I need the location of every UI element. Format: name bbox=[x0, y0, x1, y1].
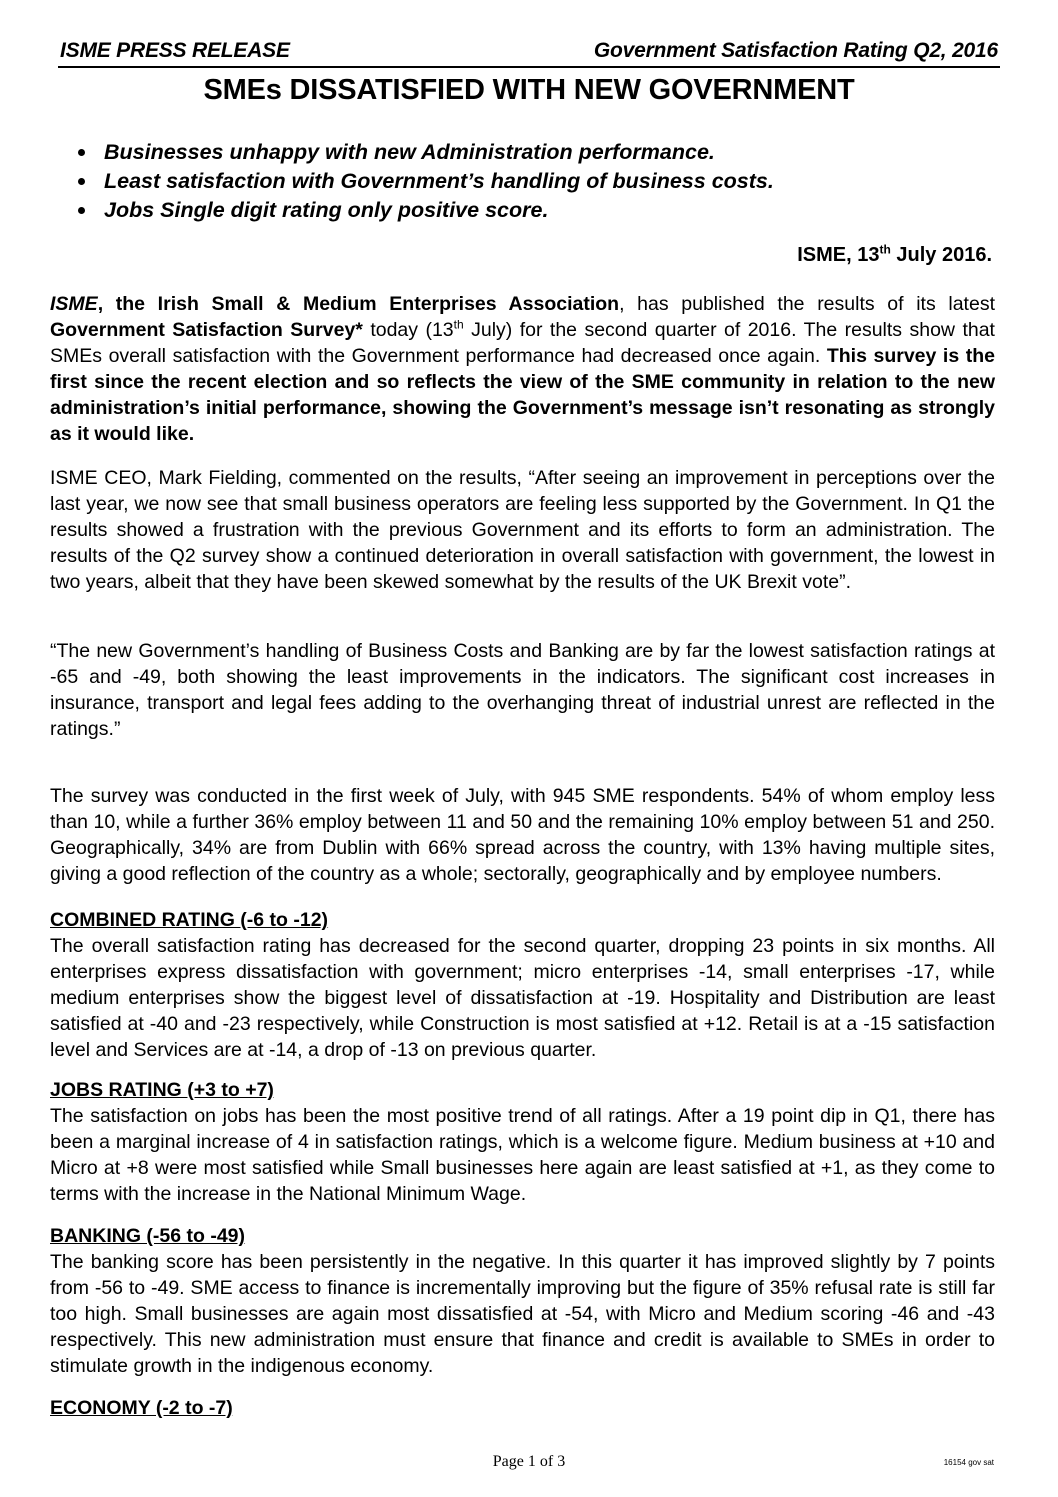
bullet-icon bbox=[78, 149, 85, 156]
highlight-text: Jobs Single digit rating only positive score. bbox=[104, 198, 549, 222]
section-title: JOBS RATING (+3 to +7) bbox=[50, 1079, 274, 1101]
section-banking bbox=[50, 1223, 995, 1379]
highlights-list bbox=[72, 138, 774, 225]
org-full-name: , the Irish Small & Medium Enterprises Association bbox=[97, 293, 620, 315]
dateline-sup: th bbox=[879, 242, 891, 257]
document-reference: 16154 gov sat bbox=[943, 1458, 994, 1467]
section-body: The banking score has been persistently in the negative. In this quarter it has improved slightly by 7 points from -56 to -49. SME access to finance is incrementally improving but the figure of 35% refusal rate is still far too high. Small businesses are again most dissatisfied at -54, with Micro and Medium scoring -46 and -43 respectively. This new administration must ensure that finance and credit is available to SMEs in order to stimulate growth in the indigenous economy. bbox=[50, 1251, 995, 1377]
section-title: ECONOMY (-2 to -7) bbox=[50, 1397, 233, 1419]
ceo-quote-paragraph: ISME CEO, Mark Fielding, commented on the results, “After seeing an improvement in perceptions over the last year, we now see that small business operators are feeling less supported by the Government. In Q1 the results showed a frustration with the previous Government and its efforts to form an administration. The results of the Q2 survey show a continued deterioration in overall satisfaction with government, the lowest in two years, albeit that they have been skewed somewhat by the results of the UK Brexit vote”. bbox=[50, 467, 995, 593]
page-title: SMEs DISSATISFIED WITH NEW GOVERNMENT bbox=[203, 74, 855, 106]
intro-emphasis: This survey is the first since the recent election and so reflects the view of the SME community in relation to the new administration’s initial performance, showing the Government’s message isn’t resonating as strongly as it would like. bbox=[50, 345, 996, 445]
survey-name: Government Satisfaction Survey* bbox=[50, 319, 363, 341]
page-header bbox=[58, 36, 1000, 68]
intro-text: today (13 bbox=[362, 319, 454, 341]
highlight-text: Businesses unhappy with new Administration performance. bbox=[104, 140, 715, 164]
section-title: COMBINED RATING (-6 to -12) bbox=[50, 909, 329, 931]
survey-paragraph: The survey was conducted in the first week of July, with 945 SME respondents. 54% of whom employ less than 10, while a further 36% employ between 11 and 50 and the remaining 10% employ between 51 and 250. Geographically, 34% are from Dublin with 66% spread across the country, with 13% having multiple sites, giving a good reflection of the country as a whole; sectorally, geographically and by employee numbers. bbox=[50, 785, 995, 885]
bullet-icon bbox=[78, 178, 85, 185]
header-right-label: Government Satisfaction Rating Q2, 2016 bbox=[593, 39, 998, 62]
section-combined-rating bbox=[50, 907, 995, 1063]
org-name: ISME bbox=[50, 293, 98, 315]
section-economy bbox=[50, 1395, 995, 1421]
section-jobs-rating bbox=[50, 1077, 995, 1207]
section-body: The satisfaction on jobs has been the most positive trend of all ratings. After a 19 point dip in Q1, there has been a marginal increase of 4 in satisfaction ratings, which is a welcome figure. Medium business at +10 and Micro at +8 were most satisfied while Small businesses here again are least satisfied at +1, as they come to terms with the increase in the National Minimum Wage. bbox=[50, 1105, 995, 1205]
highlight-text: Least satisfaction with Government’s handling of business costs. bbox=[104, 169, 774, 193]
dateline-prefix: ISME, 13 bbox=[797, 244, 880, 266]
highlight-item bbox=[72, 138, 774, 167]
page-number: Page 1 of 3 bbox=[492, 1453, 566, 1470]
intro-text: July) for the second quarter of 2016. The results show that SMEs overall satisfaction with the Government performance had decreased once again. bbox=[50, 319, 995, 367]
highlight-item bbox=[72, 167, 774, 196]
intro-text: , has published the results of its latest bbox=[619, 293, 995, 315]
intro-sup: th bbox=[453, 317, 464, 332]
costs-paragraph: “The new Government’s handling of Business Costs and Banking are by far the lowest satisfaction ratings at -65 and -49, both showing the least improvements in the indicators. The significant cost increases in insurance, transport and legal fees adding to the overhanging threat of industrial unrest are reflected in the ratings.” bbox=[50, 640, 995, 740]
dateline bbox=[797, 244, 992, 267]
section-body: The overall satisfaction rating has decreased for the second quarter, dropping 23 points in six months. All enterprises express dissatisfaction with government; micro enterprises -14, small enterprises -17, while medium enterprises show the biggest level of dissatisfaction at -19. Hospitality and Distribution are least satisfied at -40 and -23 respectively, while Construction is most satisfied at +12. Retail is at a -15 satisfaction level and Services are at -14, a drop of -13 on previous quarter. bbox=[50, 935, 995, 1061]
bullet-icon bbox=[78, 207, 85, 214]
dateline-suffix: July 2016. bbox=[890, 244, 992, 266]
header-left-label: ISME PRESS RELEASE bbox=[60, 39, 290, 62]
intro-paragraph bbox=[50, 291, 995, 447]
highlight-item bbox=[72, 196, 774, 225]
section-title: BANKING (-56 to -49) bbox=[50, 1225, 246, 1247]
